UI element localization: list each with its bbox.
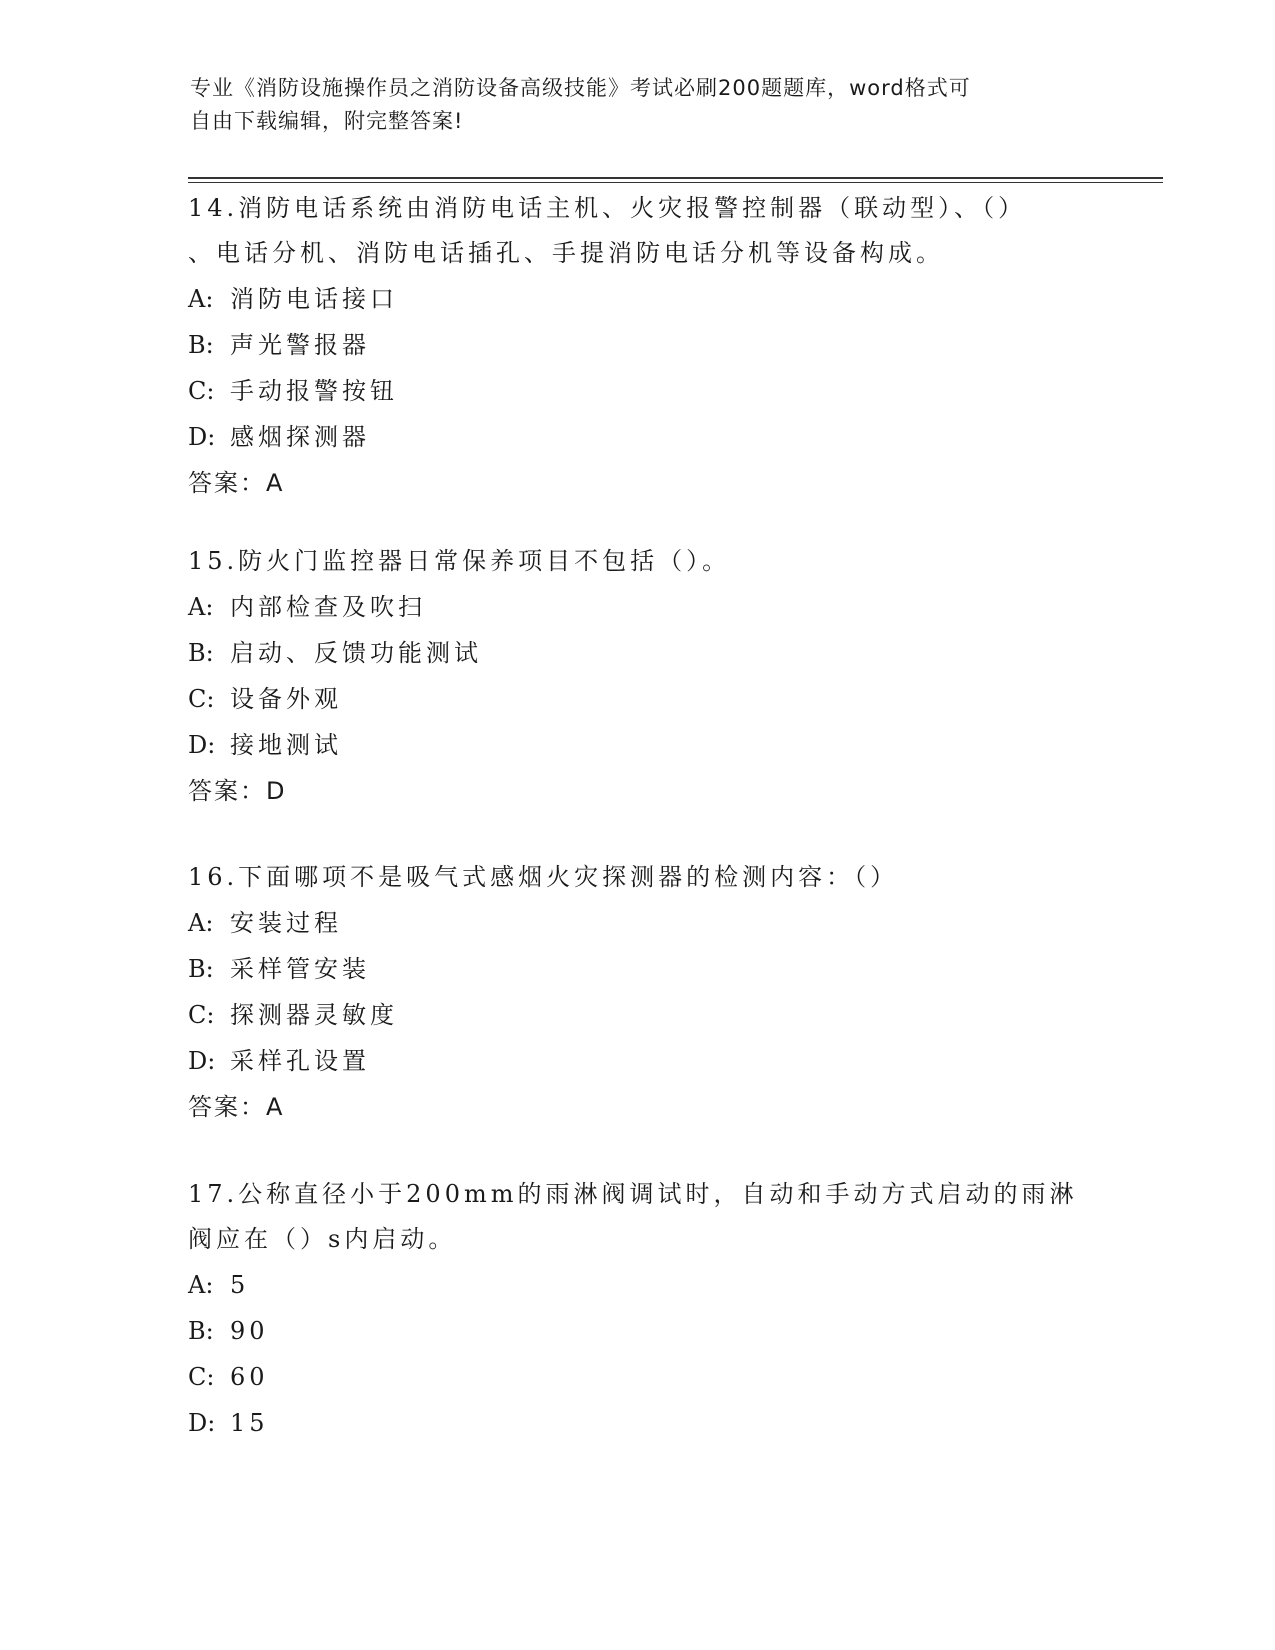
option-text: 接地测试 xyxy=(230,731,342,759)
option-letter: B: xyxy=(188,639,214,667)
option-text: 探测器灵敏度 xyxy=(230,1001,398,1029)
option-text: 采样孔设置 xyxy=(230,1047,370,1075)
question-17 xyxy=(188,1172,1088,1446)
option-text: 内部检查及吹扫 xyxy=(230,593,426,621)
question-stem-line: 17.公称直径小于200mm的雨淋阀调试时，自动和手动方式启动的雨淋 xyxy=(188,1180,1078,1208)
option-letter: D: xyxy=(188,731,216,759)
question-16 xyxy=(188,855,1088,1130)
option-a xyxy=(188,276,1088,322)
header-divider-thin xyxy=(188,182,1163,183)
option-letter: C: xyxy=(188,1363,215,1391)
option-d xyxy=(188,414,1088,460)
option-text: 启动、反馈功能测试 xyxy=(230,639,482,667)
question-stem-line: 14.消防电话系统由消防电话主机、火灾报警控制器（联动型）、（） xyxy=(188,194,1027,222)
option-text: 5 xyxy=(230,1271,250,1299)
option-text: 15 xyxy=(230,1409,269,1437)
option-letter: C: xyxy=(188,1001,215,1029)
option-c xyxy=(188,676,1088,722)
question-stem-line: 16.下面哪项不是吸气式感烟火灾探测器的检测内容：（） xyxy=(188,863,899,891)
option-text: 90 xyxy=(230,1317,269,1345)
option-letter: D: xyxy=(188,423,216,451)
option-text: 60 xyxy=(230,1363,269,1391)
option-letter: A: xyxy=(188,593,214,621)
header-divider-thick xyxy=(188,177,1163,179)
option-c xyxy=(188,368,1088,414)
option-text: 设备外观 xyxy=(230,685,342,713)
option-text: 声光警报器 xyxy=(230,331,370,359)
option-letter: B: xyxy=(188,1317,214,1345)
option-letter: B: xyxy=(188,955,214,983)
option-text: 消防电话接口 xyxy=(230,285,398,313)
option-letter: B: xyxy=(188,331,214,359)
option-letter: A: xyxy=(188,285,214,313)
question-15 xyxy=(188,539,1088,814)
answer-line: 答案：D xyxy=(188,777,287,805)
option-a xyxy=(188,1262,1088,1308)
option-letter: C: xyxy=(188,685,215,713)
option-letter: C: xyxy=(188,377,215,405)
option-b xyxy=(188,1308,1088,1354)
option-d xyxy=(188,1038,1088,1084)
option-text: 安装过程 xyxy=(230,909,342,937)
question-14 xyxy=(188,186,1088,506)
question-stem-line: 15.防火门监控器日常保养项目不包括（）。 xyxy=(188,547,731,575)
option-a xyxy=(188,584,1088,630)
document-header xyxy=(190,72,1090,138)
option-text: 感烟探测器 xyxy=(230,423,370,451)
option-letter: D: xyxy=(188,1409,216,1437)
option-letter: A: xyxy=(188,909,214,937)
question-stem-line: 阀应在（）s内启动。 xyxy=(188,1225,457,1253)
question-stem-line: 、电话分机、消防电话插孔、手提消防电话分机等设备构成。 xyxy=(188,239,944,267)
option-b xyxy=(188,630,1088,676)
answer-line: 答案：A xyxy=(188,1093,285,1121)
option-d xyxy=(188,722,1088,768)
option-letter: A: xyxy=(188,1271,214,1299)
option-b xyxy=(188,946,1088,992)
option-text: 采样管安装 xyxy=(230,955,370,983)
header-line-1: 专业《消防设施操作员之消防设备高级技能》考试必刷200题题库，word格式可 xyxy=(190,76,971,100)
header-line-2: 自由下载编辑，附完整答案! xyxy=(190,109,464,133)
answer-line: 答案：A xyxy=(188,469,285,497)
option-b xyxy=(188,322,1088,368)
option-letter: D: xyxy=(188,1047,216,1075)
option-c xyxy=(188,992,1088,1038)
option-d xyxy=(188,1400,1088,1446)
option-c xyxy=(188,1354,1088,1400)
option-text: 手动报警按钮 xyxy=(230,377,398,405)
option-a xyxy=(188,900,1088,946)
